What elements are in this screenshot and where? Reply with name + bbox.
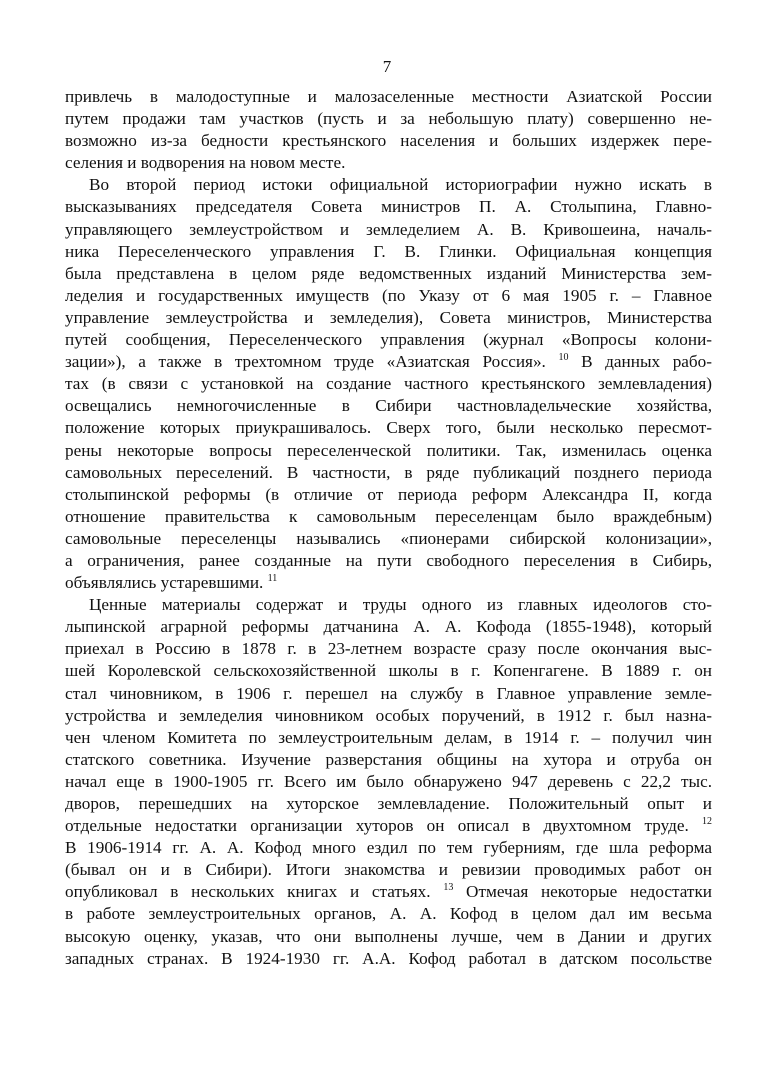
text-line <box>65 174 712 196</box>
text-line-content: объявлялись устаревшими. <box>65 573 264 593</box>
text-line <box>65 440 712 462</box>
text-line-content: высокую оценку, указав, что они выполнены лучше, чем в Дании и других <box>65 926 712 946</box>
text-line-content: привлечь в малодоступные и малозаселенные местности Азиатской России <box>65 87 712 106</box>
text-line <box>65 307 712 329</box>
text-line-content: леделия и государственных имуществ (по Указу от 6 мая 1905 г. – Главное <box>65 285 712 305</box>
text-line-content: самовольных переселений. В частности, в ряде публикаций позднего периода <box>65 462 712 482</box>
text-line <box>65 395 712 417</box>
text-line <box>65 616 712 638</box>
text-line <box>65 771 712 793</box>
text-line-content: возможно из-за бедности крестьянского населения и больших издержек пере- <box>65 131 712 151</box>
text-line-content: самовольные переселенцы назывались «пионерами сибирской колонизации», <box>65 528 712 548</box>
text-line-content: ника Переселенческого управления Г. В. Глинки. Официальная концепция <box>65 241 712 261</box>
text-line-content: управляющего землеустройством и земледелием А. В. Кривошеина, началь- <box>65 219 712 239</box>
text-line-content: столыпинской реформы (в отличие от периода реформ Александра II, когда <box>65 484 712 504</box>
text-line-content: путей сообщения, Переселенческого управления (журнал «Вопросы колони- <box>65 330 712 350</box>
text-line <box>65 152 712 174</box>
text-line-content: статского советника. Изучение разверстания общины на хутора и отруба он <box>65 749 712 769</box>
text-line <box>65 837 712 859</box>
text-line-content: устройства и земледелия чиновником особых поручений, в 1912 г. был назна- <box>65 705 712 725</box>
text-line <box>65 506 712 528</box>
text-line-content: западных странах. В 1924-1930 гг. А.А. Кофод работал в датском посольстве <box>65 948 712 968</box>
text-line-content: селения и водворения на новом месте. <box>65 153 346 173</box>
text-line <box>65 660 712 682</box>
text-line <box>65 462 712 484</box>
text-line <box>65 594 712 616</box>
text-line-content: дворов, перешедших на хуторское землевладение. Положительный опыт и <box>65 794 712 813</box>
text-line-content: Во второй период истоки официальной историографии нужно искать в <box>89 175 712 195</box>
text-line <box>65 948 712 970</box>
text-line <box>65 550 712 572</box>
text-line-content: начал еще в 1900-1905 гг. Всего им было обнаружено 947 деревень с 22,2 тыс. <box>65 771 712 791</box>
text-line <box>65 329 712 351</box>
text-line <box>65 196 712 218</box>
text-line <box>65 926 712 948</box>
text-line <box>65 705 712 727</box>
text-line-content: отдельные недостатки организации хуторов он описал в двухтомном труде. <box>65 816 689 836</box>
body-text <box>65 86 712 970</box>
text-line <box>65 727 712 749</box>
text-line <box>65 528 712 550</box>
text-line <box>65 572 712 594</box>
text-line-content: освещались немногочисленные в Сибири частновладельческие хозяйства, <box>65 396 712 416</box>
text-line <box>65 86 712 108</box>
text-line-tail: В данных рабо- <box>568 352 712 372</box>
text-line <box>65 793 712 815</box>
footnote-marker: 13 <box>443 882 454 894</box>
text-line-content: тах (в связи с установкой на создание частного крестьянского землевладения) <box>65 374 712 394</box>
text-line <box>65 285 712 307</box>
text-line-content: путем продажи там участков (пусть и за небольшую плату) совершенно не- <box>65 109 712 129</box>
text-line-content: была представлена в целом ряде ведомственных изданий Министерства зем- <box>65 263 712 283</box>
text-line <box>65 373 712 395</box>
text-line <box>65 484 712 506</box>
text-line <box>65 903 712 925</box>
text-line-content: а ограничения, ранее созданные на пути свободного переселения в Сибирь, <box>65 550 712 570</box>
text-line <box>65 859 712 881</box>
text-line <box>65 815 712 837</box>
text-line-content: стал чиновником, в 1906 г. перешел на службу в Главное управление земле- <box>65 683 712 703</box>
text-line-content: В 1906-1914 гг. А. А. Кофод много ездил по тем губерниям, где шла реформа <box>65 838 712 858</box>
text-line-content: в работе землеустроительных органов, А. А. Кофод в целом дал им весьма <box>65 904 712 924</box>
text-line-content: рены некоторые вопросы переселенческой политики. Так, изменилась оценка <box>65 440 712 460</box>
footnote-marker: 10 <box>558 352 569 364</box>
text-line <box>65 351 712 373</box>
text-line <box>65 749 712 771</box>
text-line <box>65 417 712 439</box>
text-line-content: (бывал он и в Сибири). Итоги знакомства и ревизии проводимых работ он <box>65 860 712 880</box>
text-line-content: шей Королевской сельскохозяйственной школы в г. Копенгагене. В 1889 г. он <box>65 661 712 681</box>
text-line-content: управление землеустройства и земледелия), Совета министров, Министерства <box>65 307 712 327</box>
footnote-marker: 12 <box>702 816 712 828</box>
text-line <box>65 638 712 660</box>
page-number: 7 <box>382 57 392 76</box>
text-line-content: зации»), а также в трехтомном труде «Азиатская Россия». <box>65 352 546 372</box>
text-line <box>65 219 712 241</box>
text-line-content: высказываниях председателя Совета министров П. А. Столыпина, Главно- <box>65 197 712 217</box>
text-line <box>65 881 712 903</box>
text-line-content: Ценные материалы содержат и труды одного из главных идеологов сто- <box>89 595 712 615</box>
footnote-marker: 11 <box>267 573 278 585</box>
text-line <box>65 108 712 130</box>
text-line-content: опубликовал в нескольких книгах и статьях. <box>65 882 431 902</box>
text-line-content: положение которых приукрашивалось. Сверх того, были несколько пересмот- <box>65 418 712 438</box>
text-line-content: приехал в Россию в 1878 г. в 23-летнем возрасте сразу после окончания выс- <box>65 639 712 659</box>
text-line <box>65 130 712 152</box>
text-line-tail: Отмечая некоторые недостатки <box>453 882 712 902</box>
text-line <box>65 241 712 263</box>
text-line-content: лыпинской аграрной реформы датчанина А. А. Кофода (1855-1948), который <box>65 617 712 637</box>
text-line <box>65 683 712 705</box>
text-line-content: чен членом Комитета по землеустроительным делам, в 1914 г. – получил чин <box>65 727 712 747</box>
text-line-content: отношение правительства к самовольным переселенцам было враждебным) <box>65 506 712 526</box>
text-line <box>65 263 712 285</box>
